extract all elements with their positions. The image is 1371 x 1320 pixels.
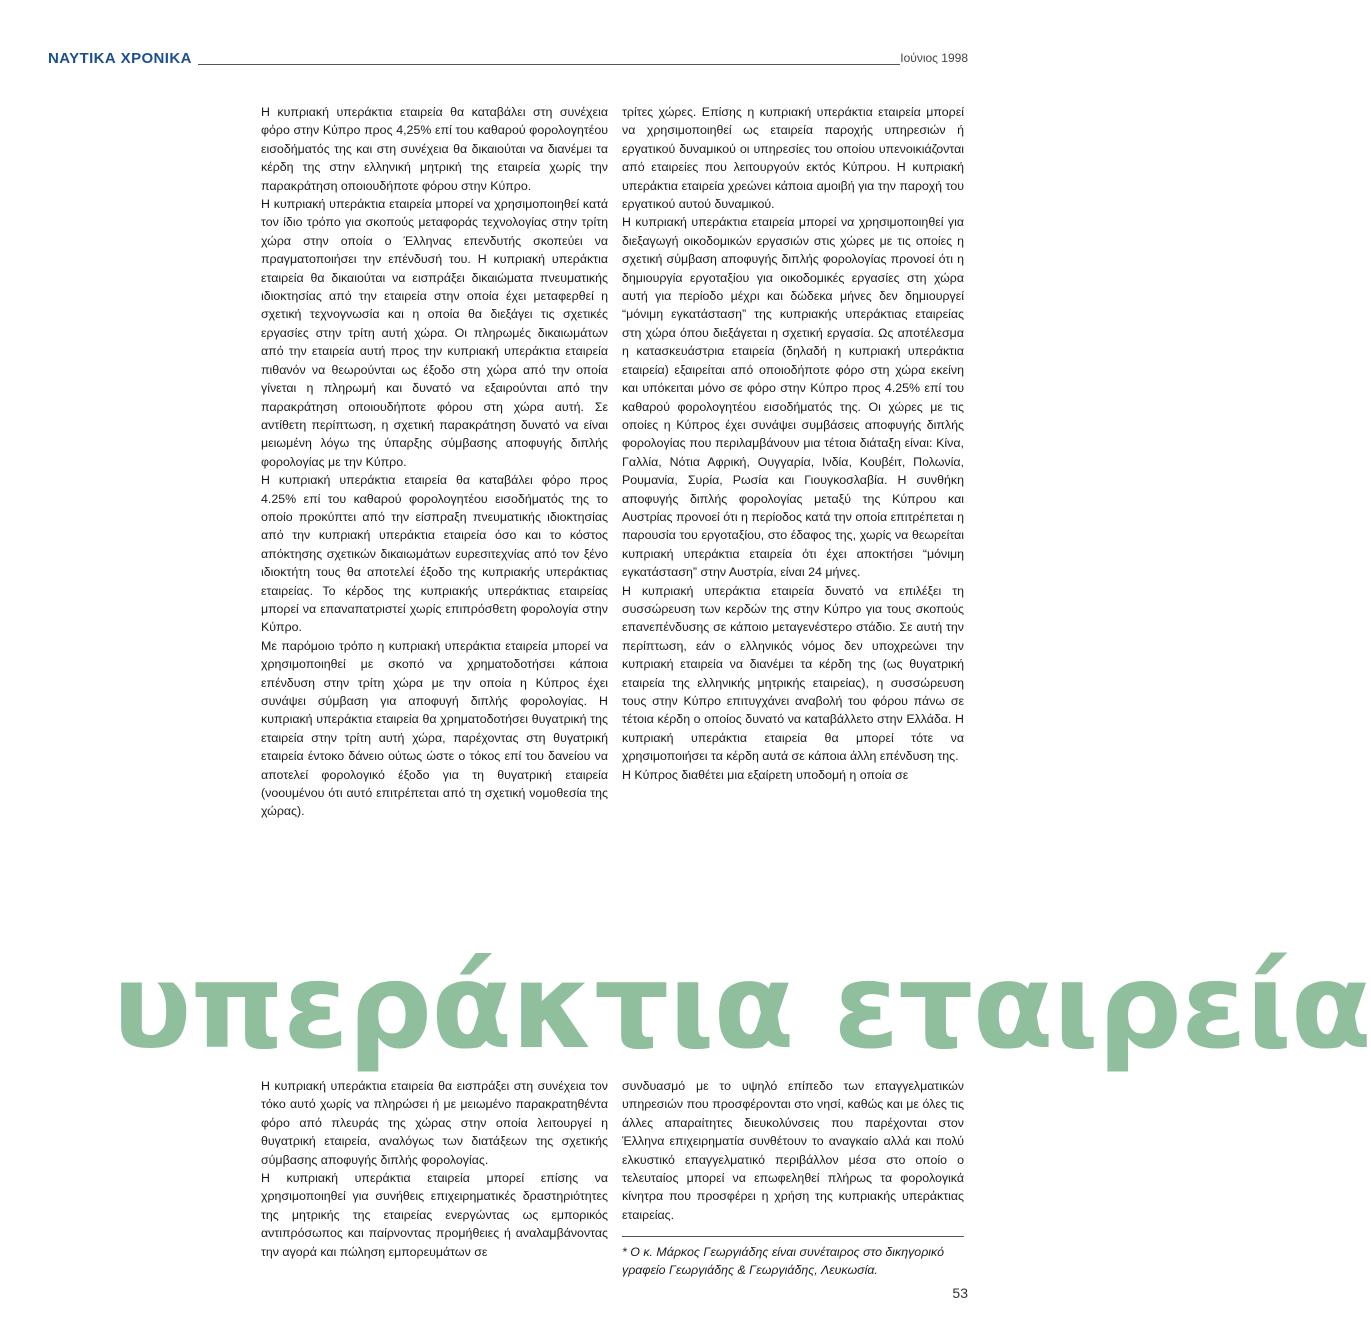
paragraph: Η κυπριακή υπεράκτια εταιρεία θα καταβάλει στη συνέχεια φόρο στην Κύπρο προς 4,25% επί του καθαρού φορολογητέου εισοδήματός της και στη συνέχεια θα δικαιούται να διανέμει τα κέρδη της στην ελληνική μητρική της εταιρεία χωρίς την παρακράτηση οποιουδήποτε φόρου στην Κύπρο. [261,105,608,193]
page-number: 53 [952,1285,968,1301]
paragraph: Η κυπριακή υπεράκτια εταιρεία μπορεί να χρησιμοποιηθεί για διεξαγωγή οικοδομικών εργασιών στις χώρες με τις οποίες η σχετική σύμβαση αποφυγής διπλής φορολογίας προνοεί ότι η δημιουργία εργοταξίου για οικοδομικές εργασίες στη χώρα αυτή για περίοδο μέχρι και δώδεκα μήνες δεν δημιουργεί “μόνιμη εγκατάσταση” της κυπριακής υπεράκτιας εταιρείας στη χώρα όπου διεξάγεται η σχετική εργασία. Ως αποτέλεσμα η κατασκευάστρια εταιρεία (δηλαδή η κυπριακή υπεράκτια εταιρεία) εξαιρείται από οποιοδήποτε φόρο στη χώρα εκείνη και υπόκειται μόνο σε φόρο στην Κύπρο προς 4.25% επί του καθαρού φορολογητέου εισοδήματός της. Οι χώρες με τις οποίες η Κύπρος έχει συνάψει συμβάσεις αποφυγής διπλής φορολογίας που περιλαμβάνουν μια τέτοια διάταξη είναι: Κίνα, Γαλλία, Νότια Αφρική, Ουγγαρία, Ινδία, Κουβέιτ, Πολωνία, Ρουμανία, Συρία, Ρωσία και Γιουγκοσλαβία. Η συνθήκη αποφυγής διπλής φορολογίας μεταξύ της Κύπρου και Αυστρίας προνοεί ότι η περίοδος κατά την οποία επιτρέπεται η παρουσία του εργοταξίου, στο έδαφος της, χωρίς να θεωρείται κυπριακή υπεράκτια εταιρεία ότι έχει αποκτήσει “μόνιμη εγκατάσταση” στην Αυστρία, είναι 24 μήνες. [622,215,964,580]
article-column-4 [622,1077,964,1224]
header-divider [198,64,900,65]
article-column-3 [261,1077,608,1261]
paragraph: Η κυπριακή υπεράκτια εταιρεία μπορεί επίσης να χρησιμοποιηθεί για συνήθεις επιχειρηματικές δραστηριότητες της μητρικής της εταιρείας ενεργώντας ως εμπορικός αντιπρόσωπος και παίρνοντας προμήθειες ή αναλαμβάνοντας την αγορά και πώληση εμπορευμάτων σε [261,1171,608,1259]
paragraph: συνδυασμό με το υψηλό επίπεδο των επαγγελματικών υπηρεσιών που προσφέρονται στο νησί, καθώς και με όλες τις άλλες απαραίτητες διευκολύνσεις που παρέχονται στον Έλληνα επιχειρηματία συνθέτουν το αναγκαίο αλλά και πολύ ελκυστικό επαγγελματικό περιβάλλον μέσα στο οποίο ο τελευταίος μπορεί να επωφεληθεί πλήρως τα φορολογικά κίνητρα που προσφέρει η χρήση της κυπριακής υπεράκτιας εταιρείας. [622,1079,964,1222]
paragraph: Η κυπριακή υπεράκτια εταιρεία μπορεί να χρησιμοποιηθεί κατά τον ίδιο τρόπο για σκοπούς μεταφοράς τεχνολογίας στην τρίτη χώρα στην οποία ο Έλληνας επενδυτής σκοπεύει να πραγματοποιήσει την επένδυσή του. Η κυπριακή υπεράκτια εταιρεία θα δικαιούται να εισπράξει δικαιώματα πνευματικής ιδιοκτησίας από την εταιρεία στην οποία έχει μεταφερθεί η σχετική τεχνογνωσία και η οποία θα διεξάγει τις σχετικές εργασίες στην τρίτη αυτή χώρα. Οι πληρωμές δικαιωμάτων από την εταιρεία αυτή προς την κυπριακή υπεράκτια εταιρεία πιθανόν να θεωρούνται ως έξοδο στη χώρα από την οποία γίνεται η πληρωμή και δυνατό να εξαιρούνται από την παρακράτηση οποιουδήποτε φόρου στη χώρα αυτή. Σε αντίθετη περίπτωση, η σχετική παρακράτηση δυνατό να είναι μειωμένη λόγω της ύπαρξης σύμβασης αποφυγής διπλής φορολογίας με την Κύπρο. [261,197,608,469]
author-footnote: * Ο κ. Μάρκος Γεωργιάδης είναι συνέταιρος στο δικηγορικό γραφείο Γεωργιάδης & Γεωργιάδης, Λευκωσία. [622,1245,944,1278]
page-header [48,48,968,72]
paragraph: Η κυπριακή υπεράκτια εταιρεία δυνατό να επιλέξει τη συσσώρευση των κερδών της στην Κύπρο για τους σκοπούς επανεπένδυσης σε κάποιο μεταγενέστερο στάδιο. Σε αυτή την περίπτωση, εάν ο ελληνικός νόμος δεν υποχρεώνει την κυπριακή εταιρεία να διανέμει τα κέρδη της (ως θυγατρική εταιρεία της ελληνικής μητρικής εταιρείας), η συσσώρευση τους στην Κύπρο επιτυγχάνει αναβολή του φόρου πάνω σε τέτοια κέρδη ο οποίος δυνατό να καταβάλλετο στην Ελλάδα. Η κυπριακή υπεράκτια εταιρεία θα μπορεί τότε να χρησιμοποιήσει τα κέρδη αυτά σε κάποια άλλη επένδυση της. [622,583,964,764]
paragraph: Η κυπριακή υπεράκτια εταιρεία θα καταβάλει φόρο προς 4.25% επί του καθαρού φορολογητέου εισοδήματός της το οποίο προκύπτει από την είσπραξη πνευματικής ιδιοκτησίας από την κυπριακή υπεράκτια εταιρεία όσο και το κόστος απόκτησης σχετικών δικαιωμάτων ευρεσιτεχνίας από τον ξένο ιδιοκτήτη τους θα αποτελεί έξοδο της κυπριακής υπεράκτιας εταιρείας. Το κέρδος της κυπριακής υπεράκτιας εταιρείας μπορεί να επαναπατριστεί χωρίς επιπρόσθετη φορολογία στην Κύπρο. [261,473,608,635]
publication-title: ΝΑΥΤΙΚΑ ΧΡΟΝΙΚΑ [48,50,192,67]
issue-date: Ιούνιος 1998 [900,51,968,65]
article-column-1 [261,103,608,821]
article-headline: υπεράκτια εταιρεία [112,937,1371,1075]
paragraph: Με παρόμοιο τρόπο η κυπριακή υπεράκτια εταιρεία μπορεί να χρησιμοποιηθεί με σκοπό να χρηματοδοτήσει κάποια επένδυση στην τρίτη χώρα με την οποία η Κύπρος έχει συνάψει σύμβαση για αποφυγή διπλής φορολογίας. Η κυπριακή υπεράκτια εταιρεία θα χρηματοδοτήσει θυγατρική της εταιρεία στην τρίτη αυτή χώρα, παρέχοντας στη θυγατρική εταιρεία έντοκο δάνειο ούτως ώστε ο τόκος επί του δανείου να αποτελεί φορολογικό έξοδο για τη θυγατρική εταιρεία (νοουμένου ότι αυτό επιτρέπεται από τη σχετική νομοθεσία της χώρας). [261,638,608,819]
paragraph: τρίτες χώρες. Επίσης η κυπριακή υπεράκτια εταιρεία μπορεί να χρησιμοποιηθεί ως εταιρεία παροχής υπηρεσιών ή εργατικού δυναμικού οι υπηρεσίες του οποίου υπενοικιάζονται από εταιρείες που λειτουργούν εκτός Κύπρου. Η κυπριακή υπεράκτια εταιρεία χρεώνει κάποια αμοιβή για την παροχή του εργατικού αυτού δυναμικού. [622,105,964,212]
paragraph: Η Κύπρος διαθέτει μια εξαίρετη υποδομή η οποία σε [622,767,909,782]
article-column-2 [622,103,964,784]
paragraph: Η κυπριακή υπεράκτια εταιρεία θα εισπράξει στη συνέχεια τον τόκο αυτό χωρίς να πληρώσει ή με μειωμένο παρακρατηθέντα φόρο από πλευράς της χώρας στην οποία λειτουργεί η θυγατρική εταιρεία, αναλόγως των διατάξεων της σχετικής σύμβασης αποφυγής διπλής φορολογίας. [261,1079,608,1167]
footnote-divider [622,1236,964,1237]
